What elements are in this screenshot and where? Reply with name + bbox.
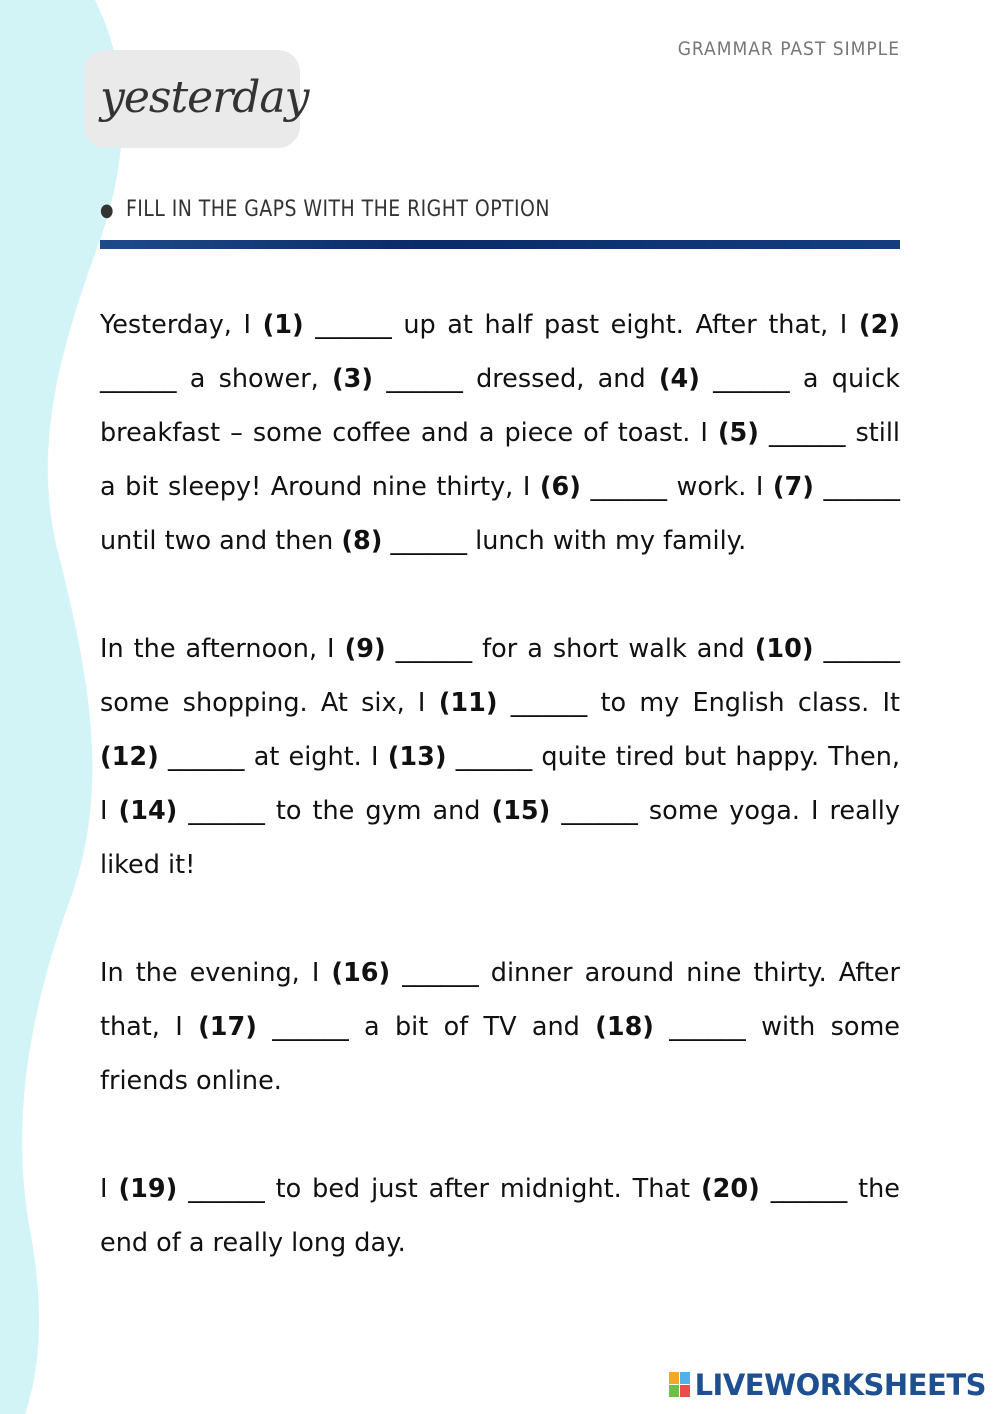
text-segment: ______ a shower, (100, 364, 333, 394)
gap-number: (18) (595, 1012, 654, 1042)
gap-number: (7) (772, 472, 814, 502)
paragraph-2 (100, 622, 900, 892)
gap-number: (20) (700, 1174, 760, 1204)
gap-number: (10) (754, 634, 814, 664)
text-segment: ______ up at half past eight. After that, I (303, 310, 859, 340)
text-segment: I (100, 1174, 119, 1204)
gap-number: (8) (341, 526, 383, 556)
bullet-icon: ● (100, 200, 114, 221)
text-segment: ______ for a short walk and (385, 634, 755, 664)
divider-rule (100, 240, 900, 249)
text-segment: ______ still a bit sleepy! Around nine thirty, I (100, 418, 900, 502)
gap-number: (1) (262, 310, 304, 340)
gap-number: (17) (198, 1012, 257, 1042)
text-segment: In the afternoon, I (100, 634, 345, 664)
text-segment: Yesterday, I (100, 310, 263, 340)
text-segment: ______ some yoga. I really liked it! (100, 796, 900, 880)
instruction-text: FILL IN THE GAPS WITH THE RIGHT OPTION (125, 197, 550, 222)
text-segment: ______ to bed just after midnight. That (177, 1174, 701, 1204)
text-segment: ______ dressed, and (373, 364, 659, 394)
text-segment: ______ a bit of TV and (256, 1012, 596, 1042)
text-segment: ______ lunch with my family. (382, 526, 747, 556)
gap-number: (13) (387, 742, 447, 772)
worksheet-title: yesterday (100, 72, 309, 123)
instruction (100, 197, 550, 222)
logo-mark-icon (669, 1372, 691, 1398)
topic-label: GRAMMAR PAST SIMPLE (677, 38, 900, 60)
paragraph-1 (100, 298, 900, 568)
text-segment: ______ a quick breakfast – some coffee and a piece of toast. I (100, 364, 900, 448)
text-segment: ______ with some friends online. (100, 1012, 900, 1096)
gap-number: (14) (118, 796, 178, 826)
paragraph-4 (100, 1162, 900, 1270)
gap-number: (5) (717, 418, 759, 448)
logo-text: LIVEWORKSHEETS (694, 1368, 986, 1402)
text-segment: ______ to my English class. It (497, 688, 900, 718)
text-segment: ______ dinner around nine thirty. After that, I (100, 958, 900, 1042)
text-segment: ______ at eight. I (158, 742, 388, 772)
gap-number: (15) (491, 796, 551, 826)
gap-number: (11) (438, 688, 498, 718)
text-segment: ______ until two and then (100, 472, 900, 556)
text-segment: ______ the end of a really long day. (100, 1174, 900, 1258)
gap-number: (19) (118, 1174, 178, 1204)
text-segment: ______ quite tired but happy. Then, I (100, 742, 900, 826)
paragraph-3 (100, 946, 900, 1108)
text-segment: In the evening, I (100, 958, 332, 988)
text-segment: ______ work. I (580, 472, 773, 502)
gap-number: (4) (658, 364, 700, 394)
text-segment: ______ some shopping. At six, I (100, 634, 901, 718)
text-segment: ______ to the gym and (177, 796, 492, 826)
gap-number: (2) (858, 310, 900, 340)
gap-number: (9) (344, 634, 386, 664)
gap-number: (3) (332, 364, 374, 394)
gap-number: (12) (100, 742, 159, 772)
gap-number: (16) (331, 958, 391, 988)
gap-number: (6) (539, 472, 581, 502)
exercise-text (100, 298, 900, 1324)
liveworksheets-logo (669, 1368, 986, 1402)
